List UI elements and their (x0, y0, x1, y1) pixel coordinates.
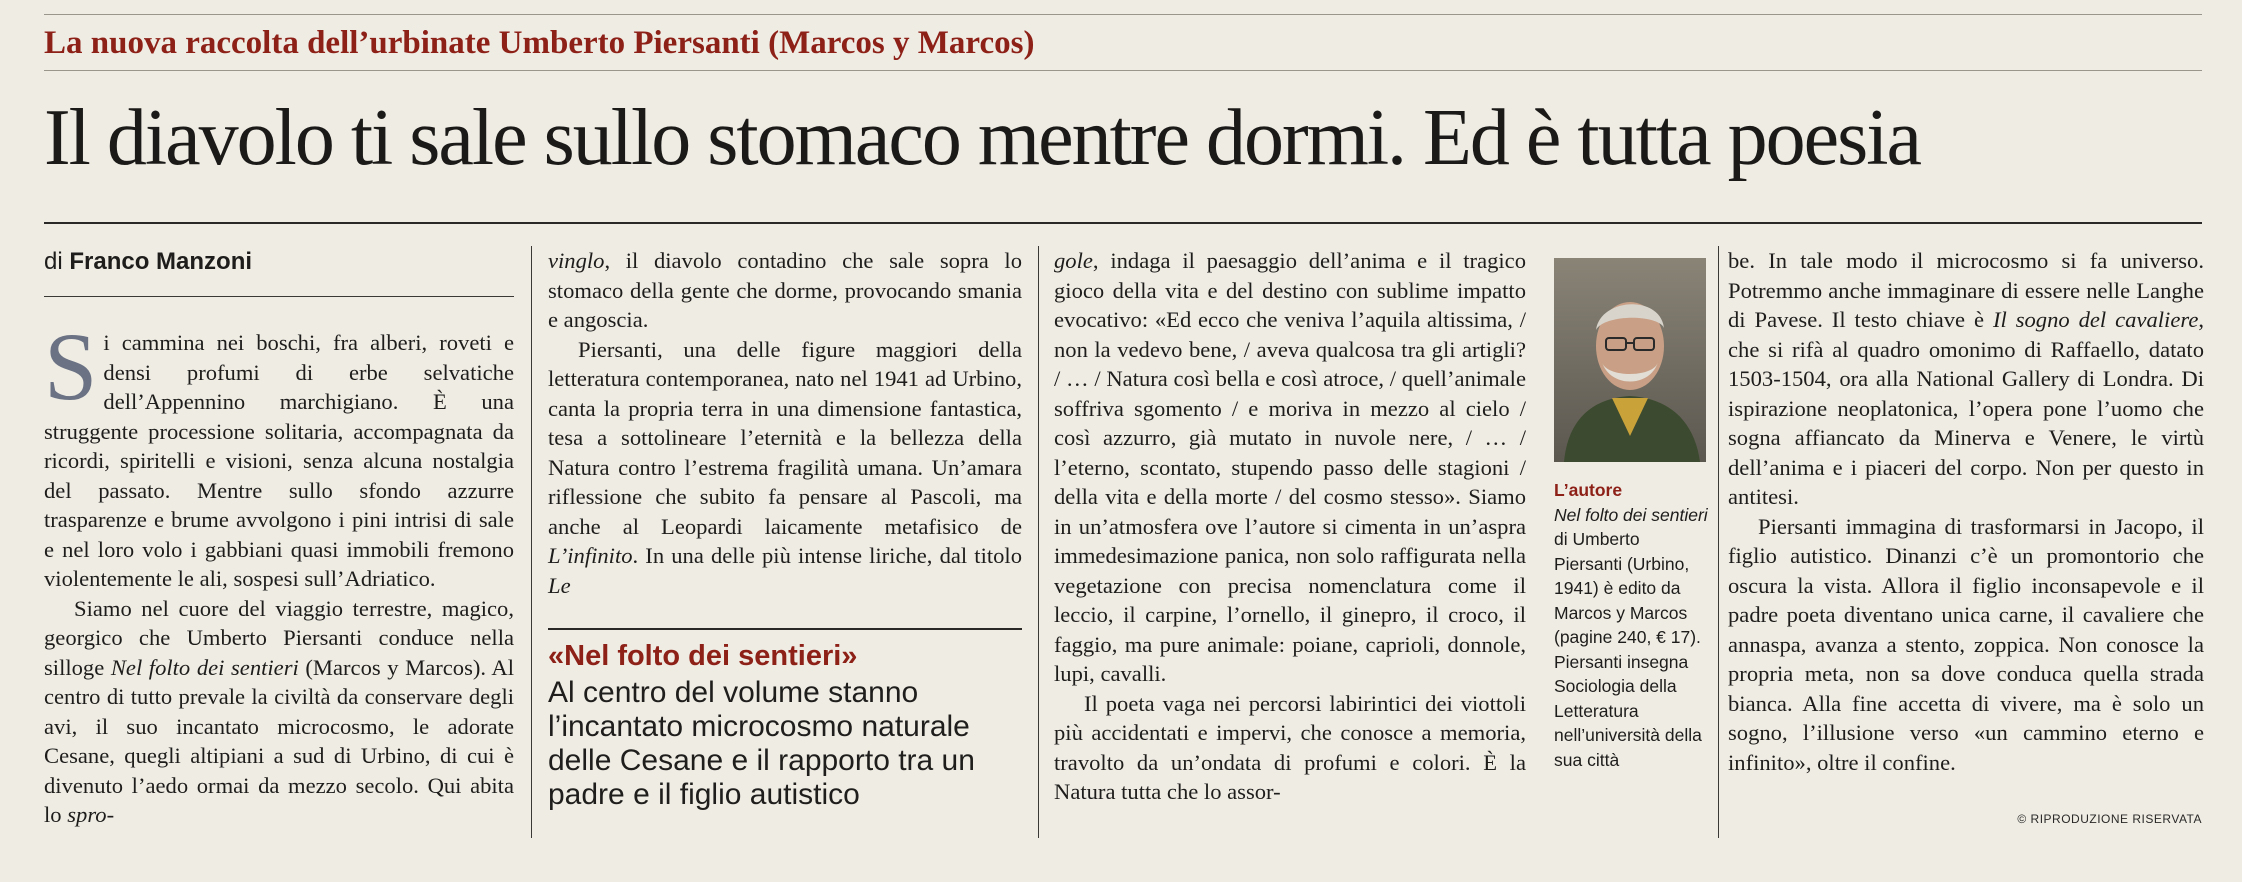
poem-title: L’infinito (548, 543, 633, 568)
paragraph-text: Piersanti immagina di trasformarsi in Jacopo, il figlio autistico. Dinanzi c’è un promontorio che oscura la vista. Allora il figlio inconsapevole e il padre poeta diventano unica carne, il cavaliere che annaspa, avanza a stento, zoppica. Non conosce la propria meta, non sa dove conduca quella strada bianca. Alla fine accetta di vivere, ma è solo un sogno, l’illusione verso «un cammino eterno e infinito», oltre il confine. (1728, 513, 2204, 775)
column-divider (1038, 246, 1039, 838)
copyright-notice: © RIPRODUZIONE RISERVATA (2017, 812, 2202, 826)
paragraph (1054, 689, 1526, 807)
paragraph-text: , il diavolo contadino che sale sopra lo stomaco della gente che dorme, provocando smania e angoscia. (548, 248, 1022, 332)
caption-text (1554, 503, 1710, 773)
paragraph-text: . In una delle più intense liriche, dal titolo (632, 543, 1022, 568)
caption-body: di Umberto Piersanti (Urbino, 1941) è edito da Marcos y Marcos (pagine 240, € 17). Piersanti insegna Sociologia della Letteratura nell’università della sua città (1554, 529, 1702, 770)
paragraph (44, 313, 514, 594)
byline-rule (44, 296, 514, 297)
article-column-3 (1054, 246, 1526, 807)
article-column-1 (44, 313, 514, 830)
kicker-rule (44, 70, 2202, 71)
artwork-title: Il sogno del cavaliere (1992, 307, 2199, 332)
photo-caption (1554, 478, 1710, 772)
paragraph-text: Piersanti, una delle figure maggiori della letteratura contemporanea, nato nel 1941 ad Urbino, canta la propria terra in una dimensione fantastica, tesa a sottolineare l’eternità e la bellezza della Natura contro l’estrema fragilità umana. Un’amara riflessione che subito fa pensare al Pascoli, ma anche al Leopardi laicamente metafisico de (548, 336, 1022, 539)
paragraph-text: , indaga il paesaggio dell’anima e il tragico gioco della vita e del destino con sublime impatto evocativo: «Ed ecco che veniva l’aquila altissima, / non la vedevo bene, / aveva qualcosa tra gli artigli? / … / Natura così bella e così atroce, / quell’animale soffriva sgomento / e moriva in mezzo al cielo / così azzurro, già mutato in nuvole nere, / … / l’eterno, scontato, stupendo passo delle stagioni / della vita e della morte / del cosmo stesso». Siamo in un’atmosfera ove l’autore si cimenta in un’aspra immedesimazione panica, non solo raffigurata nella vegetazione con precisa nomenclatura come il leccio, il carpine, l’ornello, il ginepro, il croco, il faggio, ma pure animale: poiane, caprioli, donnole, lupi, cavalli. (1054, 248, 1526, 686)
column-divider (531, 246, 532, 838)
italic-word: vinglo (548, 248, 605, 273)
paragraph (1728, 512, 2204, 778)
italic-word: spro- (67, 802, 115, 827)
byline (44, 246, 514, 278)
paragraph-text: be. In tale modo il microcosmo si fa universo. Potremmo anche immaginare di essere nelle Langhe di Pavese. Il testo chiave è (1728, 248, 2204, 332)
pull-quote-text: Al centro del volume stanno l’incantato microcosmo naturale delle Cesane e il rapporto tra un padre e il figlio autistico (548, 676, 975, 811)
author-portrait-image (1554, 258, 1706, 462)
paragraph-text: (Marcos y Marcos). Al centro di tutto prevale la civiltà da conservare degli avi, il suo incantato microcosmo, le adorate Cesane, quegli altipiani a sud di Urbino, di cui è divenuto l’aedo ormai da mezzo secolo. Qui abita lo (44, 654, 514, 827)
drop-cap: S (44, 313, 98, 420)
paragraph (548, 335, 1022, 601)
pull-quote-title: «Nel folto dei sentieri» (548, 640, 858, 672)
paragraph (548, 246, 1022, 335)
article-headline: Il diavolo ti sale sullo stomaco mentre dormi. Ed è tutta poesia (44, 94, 1920, 182)
caption-book-title: Nel folto dei sentieri (1554, 504, 1708, 525)
caption-heading: L’autore (1554, 480, 1623, 500)
author-photo (1554, 258, 1706, 462)
author-name: Franco Manzoni (69, 248, 253, 275)
paragraph (1728, 246, 2204, 512)
book-title: Nel folto dei sentieri (110, 654, 299, 680)
paragraph-text: , che si rifà al quadro omonimo di Raffaello, datato 1503-1504, ora alla National Gallery di Londra. Di ispirazione neoplatonica, l’opera pone l’uomo che sogna affiancato da Minerva e Venere, le virtù dell’anima e i piaceri del corpo. Non per questo in antitesi. (1728, 307, 2204, 509)
pull-quote (548, 628, 1022, 812)
paragraph (1054, 246, 1526, 689)
column-divider (1718, 246, 1719, 838)
byline-prefix: di (44, 248, 63, 275)
paragraph-text: Siamo nel cuore del viaggio terrestre, magico, georgico che Umberto Piersanti conduce nella silloge (44, 595, 514, 680)
article-column-4 (1728, 246, 2204, 777)
top-rule (44, 14, 2202, 15)
article-column-2 (548, 246, 1022, 600)
article-kicker: La nuova raccolta dell’urbinate Umberto Piersanti (Marcos y Marcos) (44, 25, 1035, 61)
italic-word: Le (548, 572, 571, 598)
paragraph-text: i cammina nei boschi, fra alberi, roveti e densi profumi di erbe selvatiche dell’Appennino marchigiano. È una struggente processione solitaria, accompagnata da ricordi, spiritelli e visioni, senza alcuna nostalgia del passato. Mentre sullo sfondo azzurre trasparenze e brume avvolgono i pini intrisi di sale e nel loro volo i gabbiani quasi immobili fremono violentemente le ali, sospesi sull’Adriatico. (44, 330, 514, 591)
paragraph-text: Il poeta vaga nei percorsi labirintici dei viottoli più accidentati e impervi, che conosce a memoria, travolto da un’ondata di profumi e colori. È la Natura tutta che lo assor- (1054, 690, 1526, 804)
italic-word: gole (1054, 248, 1093, 273)
paragraph (44, 594, 514, 830)
headline-rule (44, 222, 2202, 224)
